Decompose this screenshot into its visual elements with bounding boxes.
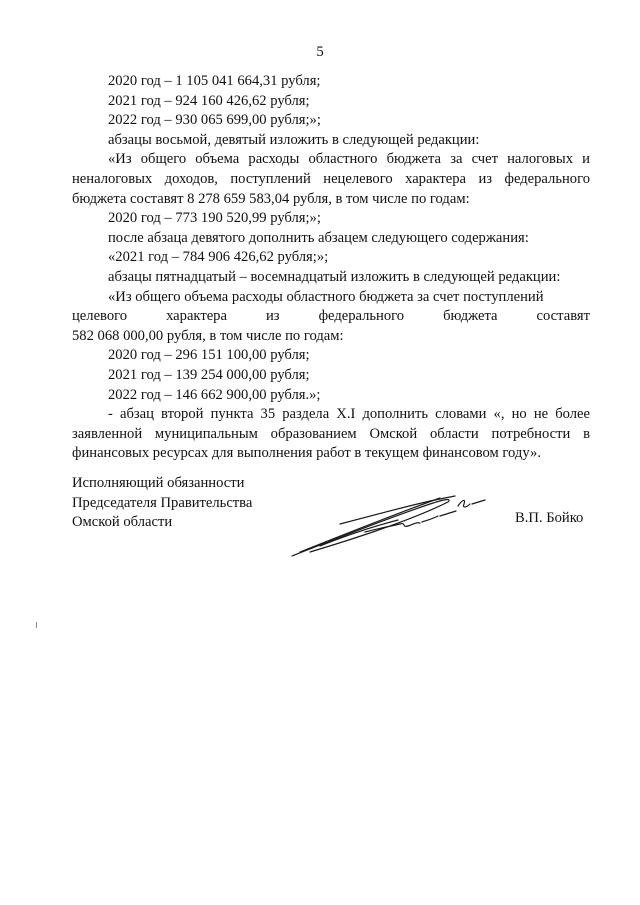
word: составят xyxy=(536,308,590,325)
signer-title-line: Исполняющий обязанности xyxy=(72,475,245,491)
paragraph: «Из общего объема расходы областного бюджета за счет налоговых и неналоговых доходов, поступлений нецелевого характера из федерального бюджета составят 8 278 659 583,04 рубля, в том числе по годам: xyxy=(72,151,590,207)
signer-title-line: Председателя Правительства xyxy=(72,494,253,511)
text-line: 2022 год – 146 662 900,00 рубля.»; xyxy=(108,386,321,403)
paragraph-last-line: 582 068 000,00 рубля, в том числе по годам: xyxy=(72,327,344,344)
paragraph-first-line: «Из общего объема расходы областного бюджета за счет поступлений xyxy=(108,288,544,305)
paragraph-justified-line xyxy=(72,307,590,327)
text-line: «2021 год – 784 906 426,62 рубля;»; xyxy=(108,249,329,266)
word: из xyxy=(265,308,280,325)
text-line: 2021 год – 139 254 000,00 рубля; xyxy=(108,366,310,383)
word: федерального xyxy=(318,308,405,325)
margin-mark xyxy=(36,622,37,628)
signer-title-line: Омской области xyxy=(72,514,173,531)
page-number: 5 xyxy=(316,44,324,60)
document-body xyxy=(72,72,590,464)
text-line: 2020 год – 1 105 041 664,31 рубля; xyxy=(108,73,321,89)
word: бюджета xyxy=(443,308,498,325)
text-line: 2020 год – 773 190 520,99 рубля;»; xyxy=(108,210,321,227)
text-line: абзацы пятнадцатый – восемнадцатый изложить в следующей редакции: xyxy=(108,268,561,285)
text-line: 2020 год – 296 151 100,00 рубля; xyxy=(108,347,310,364)
handwritten-signature xyxy=(280,486,490,566)
text-line: 2022 год – 930 065 699,00 рубля;»; xyxy=(108,112,321,129)
word: целевого xyxy=(72,308,128,325)
text-line: после абзаца девятого дополнить абзацем следующего содержания: xyxy=(108,229,529,246)
paragraph: - абзац второй пункта 35 раздела X.I дополнить словами «, но не более заявленной муниципальным образованием Омской области потребности в финансовых ресурсах для выполнения работ в текущем финансовом году». xyxy=(72,406,590,462)
text-line: 2021 год – 924 160 426,62 рубля; xyxy=(108,92,310,109)
signer-name: В.П. Бойко xyxy=(515,510,584,526)
word: характера xyxy=(166,308,227,325)
text-line: абзацы восьмой, девятый изложить в следующей редакции: xyxy=(108,131,480,148)
